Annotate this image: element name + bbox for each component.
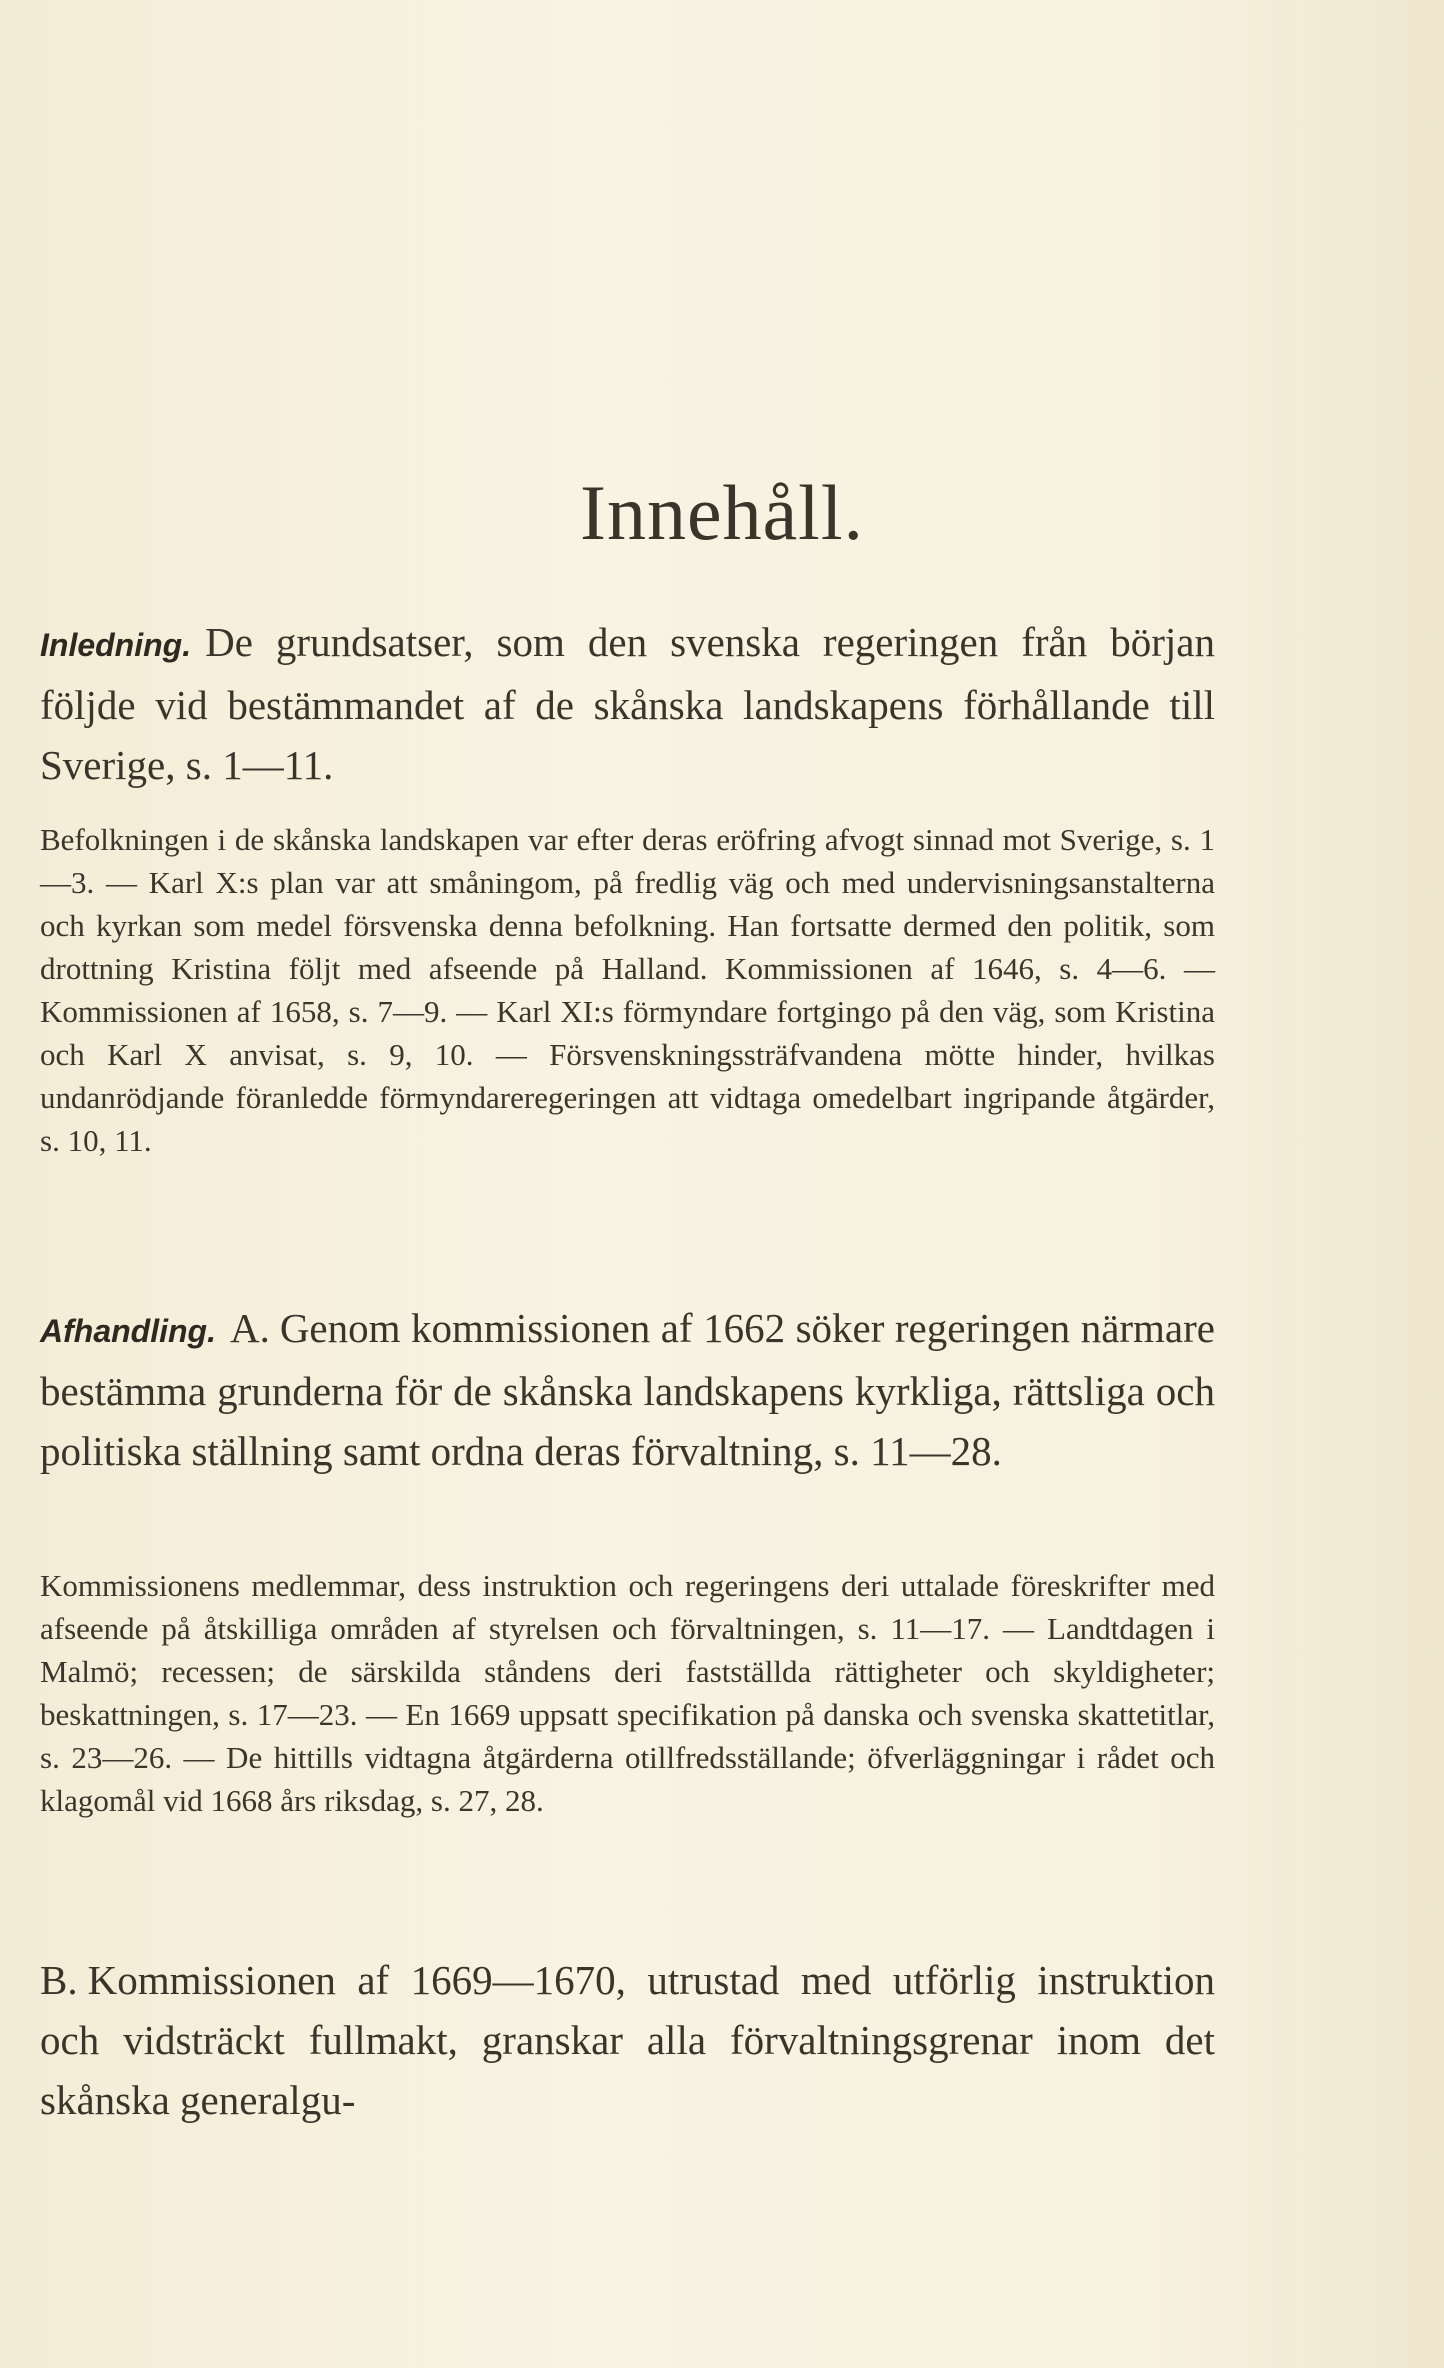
- section-a-lead-text: Genom kommissionen af 1662 söker regeringen närmare bestämma grunderna för de skånska landskapens kyrkliga, rättsliga och politiska ställning samt ordna deras förvaltning, s. 11—28.: [40, 1305, 1215, 1474]
- page-title: Innehåll.: [579, 469, 865, 556]
- inledning-lead: [40, 612, 1215, 795]
- inledning-label: Inledning.: [40, 627, 192, 663]
- section-a-summary: Kommissionens medlemmar, dess instruktion och regeringens deri uttalade föreskrifter med afseende på åtskilliga områden af styrelsen och förvaltningen, s. 11—17. — Landtdagen i Malmö; recessen; de särskilda ståndens deri fastställda rättigheter och skyldigheter; beskattningen, s. 17—23. — En 1669 uppsatt specifikation på danska och svenska skattetitlar, s. 23—26. — De hittills vidtagna åtgärderna otillfredsställande; öfverläggningar i rådet och klagomål vid 1668 års riksdag, s. 27, 28.: [40, 1568, 1215, 1818]
- inledning-lead-text: De grundsatser, som den svenska regeringen från början följde vid bestämmandet af de skånska landskapens förhållande till Sverige, s. 1—11.: [40, 619, 1215, 788]
- afhandling-section-b-lead: [40, 1950, 1215, 2130]
- afhandling-section-a-lead: [40, 1298, 1215, 1481]
- afhandling-label: Afhandling.: [40, 1313, 216, 1349]
- section-b-lead-text: Kommissionen af 1669—1670, utrustad med utförlig instruktion och vidsträckt fullmakt, granskar alla förvaltningsgrenar inom det skånska generalgu-: [40, 1957, 1215, 2123]
- inledning-summary: Befolkningen i de skånska landskapen var efter deras eröfring afvogt sinnad mot Sverige, s. 1—3. — Karl X:s plan var att småningom, på fredlig väg och med undervisningsanstalterna och kyrkan som medel försvenska denna befolkning. Han fortsatte dermed den politik, som drottning Kristina följt med afseende på Halland. Kommissionen af 1646, s. 4—6. — Kommissionen af 1658, s. 7—9. — Karl XI:s förmyndare fortgingo på den väg, som Kristina och Karl X anvisat, s. 9, 10. — Försvenskningssträfvandena mötte hinder, hvilkas undanrödjande föranledde förmyndareregeringen att vidtaga omedelbart ingripande åtgärder, s. 10, 11.: [40, 822, 1215, 1158]
- section-b-letter: B.: [40, 1957, 78, 2003]
- section-a-letter: A.: [229, 1305, 270, 1351]
